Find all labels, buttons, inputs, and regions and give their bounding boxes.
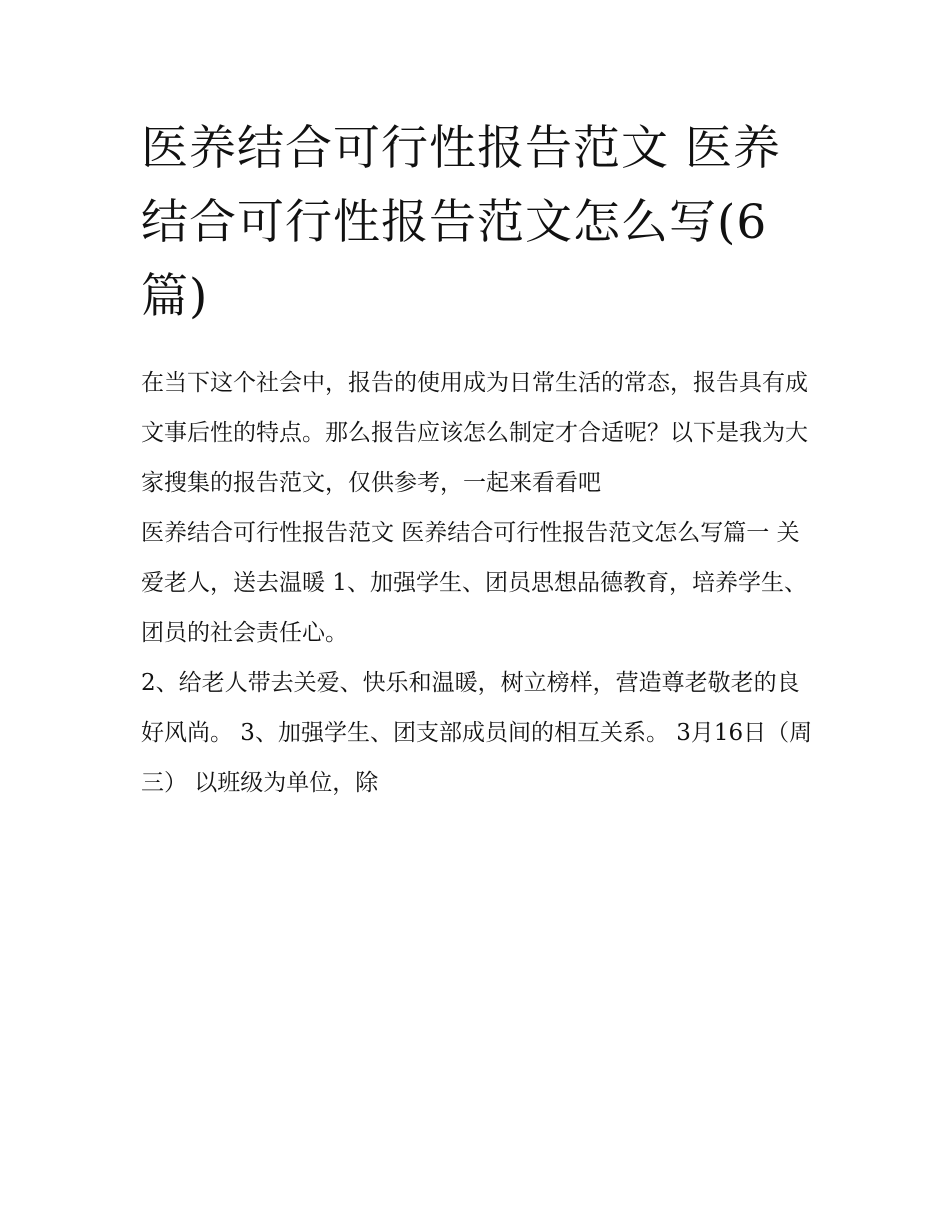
document-body [141, 358, 813, 808]
body-paragraph-section-one: 医养结合可行性报告范文 医养结合可行性报告范文怎么写篇一 关爱老人，送去温暖 1、加强学生、团员思想品德教育，培养学生、团员的社会责任心。 [141, 520, 807, 646]
body-paragraph-item-two: 2、给老人带去关爱、快乐和温暖，树立榜样，营造尊老敬老的良好风尚。 3、加强学生、团支部成员间的相互关系。 3月16日（周三） 以班级为单位，除 [141, 670, 813, 796]
document-content [141, 112, 813, 808]
document-title: 医养结合可行性报告范文 医养结合可行性报告范文怎么写(6篇) [141, 121, 781, 324]
body-paragraph-intro: 在当下这个社会中，报告的使用成为日常生活的常态，报告具有成文事后性的特点。那么报告应该怎么制定才合适呢？以下是我为大家搜集的报告范文，仅供参考，一起来看看吧 [141, 370, 808, 496]
